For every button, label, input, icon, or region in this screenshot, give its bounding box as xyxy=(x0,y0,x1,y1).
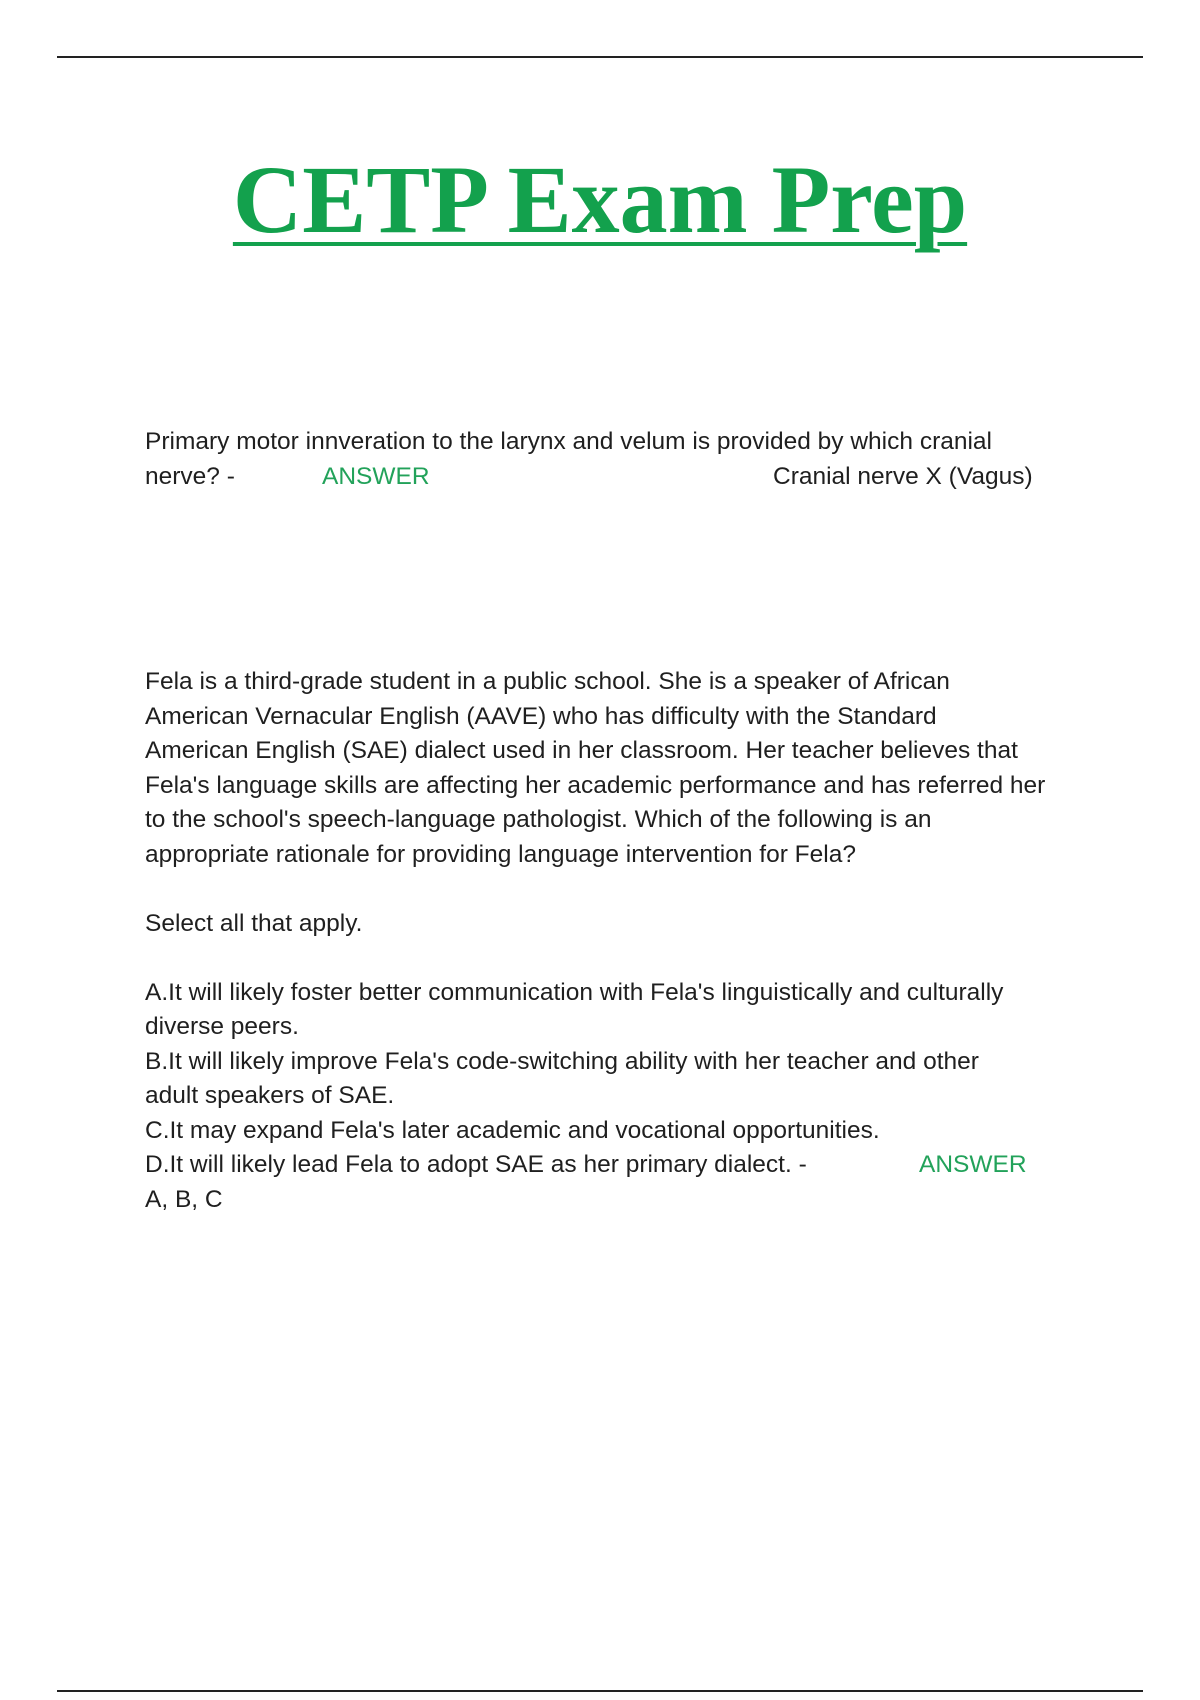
answer-text: Cranial nerve X (Vagus) xyxy=(773,462,1033,490)
answer-label: ANSWER xyxy=(322,462,430,490)
document-title: CETP Exam Prep xyxy=(232,146,968,253)
question-1 xyxy=(145,425,1095,494)
question-text-line: American Vernacular English (AAVE) who has difficulty with the Standard xyxy=(145,702,937,730)
question-text-line: to the school's speech-language pathologist. Which of the following is an xyxy=(145,806,932,833)
question-answer-line xyxy=(145,460,1095,495)
question-2 xyxy=(145,665,1095,1217)
question-text-line: appropriate rationale for providing language intervention for Fela? xyxy=(145,840,856,868)
option-d-line xyxy=(145,1148,1095,1183)
option-a-line: diverse peers. xyxy=(145,1013,299,1040)
option-a-line: A.It will likely foster better communication with Fela's linguistically and culturally xyxy=(145,978,1004,1006)
top-rule xyxy=(57,56,1143,58)
question-text-line: Fela is a third-grade student in a public school. She is a speaker of African xyxy=(145,668,950,695)
question-text-line: nerve? - xyxy=(145,462,235,490)
option-b-line: B.It will likely improve Fela's code-switching ability with her teacher and other xyxy=(145,1047,979,1075)
answer-label: ANSWER xyxy=(919,1151,1027,1178)
option-b-line: adult speakers of SAE. xyxy=(145,1082,395,1109)
question-text-line: American English (SAE) dialect used in her classroom. Her teacher believes that xyxy=(145,737,1018,764)
question-text-line: Primary motor innveration to the larynx and velum is provided by which cranial xyxy=(145,428,992,455)
option-d-text: D.It will likely lead Fela to adopt SAE as her primary dialect. - xyxy=(145,1151,807,1178)
question-text-line: Fela's language skills are affecting her academic performance and has referred her xyxy=(145,771,1046,799)
option-c-line: C.It may expand Fela's later academic and vocational opportunities. xyxy=(145,1116,880,1144)
bottom-rule xyxy=(57,1690,1143,1692)
question-instruction: Select all that apply. xyxy=(145,909,363,937)
answer-text: A, B, C xyxy=(145,1185,223,1213)
